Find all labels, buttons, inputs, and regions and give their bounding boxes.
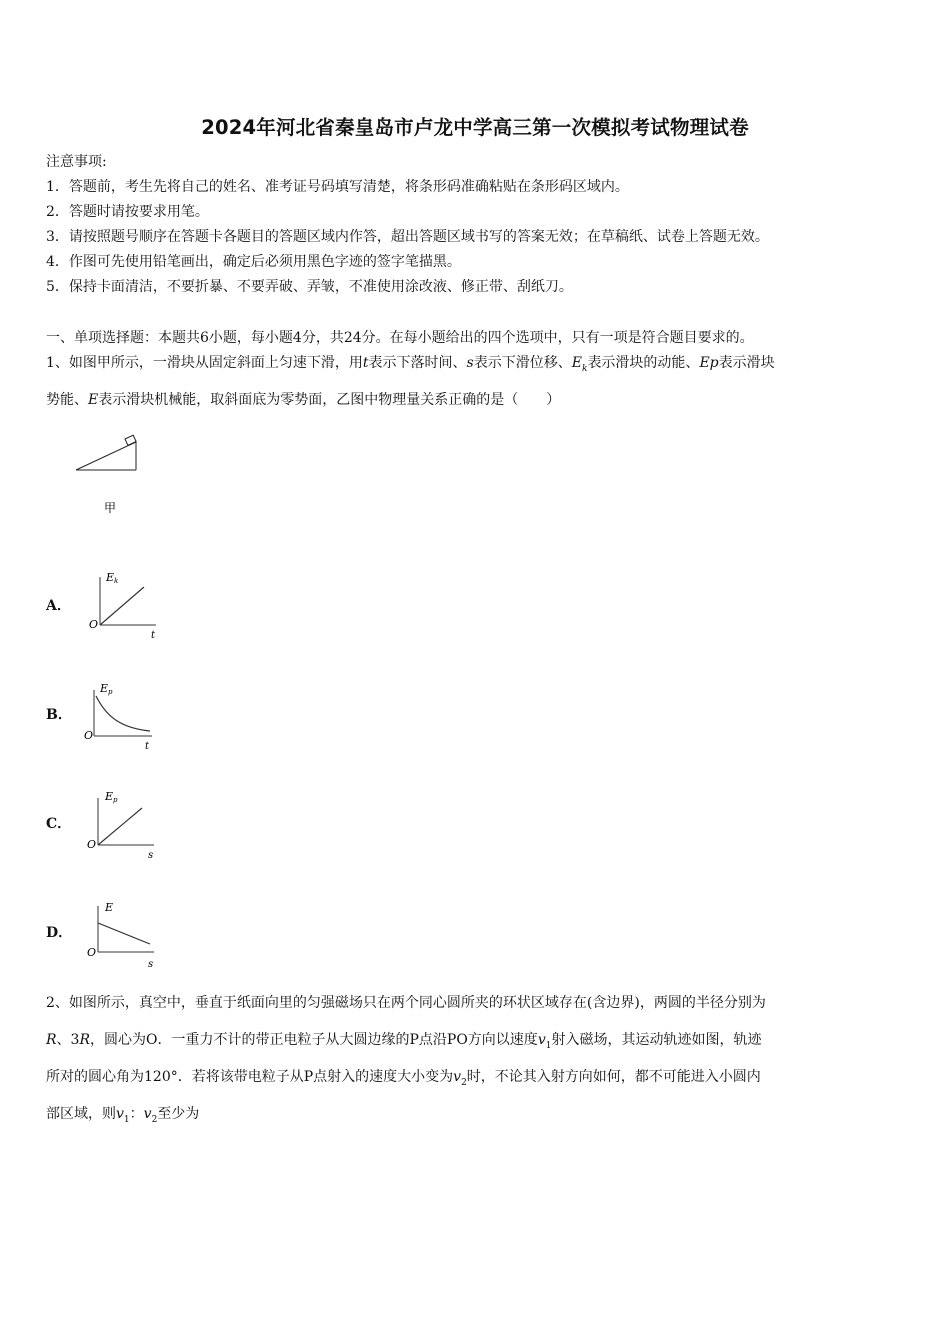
svg-text:O: O	[87, 838, 97, 851]
question-1-line-2: 势能、E表示滑块机械能，取斜面底为零势面，乙图中物理量关系正确的是（ ）	[46, 392, 561, 408]
svg-text:O: O	[89, 618, 99, 631]
question-2-line-1: 2、如图所示，真空中，垂直于纸面向里的匀强磁场只在两个同心圆所夹的环状区域存在(含边界)，两圆的半径分别为	[46, 995, 766, 1011]
option-d-label[interactable]: D．	[46, 925, 73, 941]
option-a-graph[interactable]	[84, 565, 164, 645]
svg-text:O: O	[87, 946, 97, 959]
notice-item-5: 5．保持卡面清洁，不要折暴、不要弄破、弄皱，不准使用涂改液、修正带、刮纸刀。	[46, 279, 573, 295]
svg-text:t: t	[151, 630, 156, 641]
page-title: 2024年河北省秦皇岛市卢龙中学高三第一次模拟考试物理试卷	[201, 116, 749, 139]
var-e: E	[88, 392, 99, 408]
notice-heading: 注意事项:	[46, 154, 107, 170]
option-c-label[interactable]: C．	[46, 816, 72, 832]
section-heading: 一、单项选择题：本题共6小题，每小题4分，共24分。在每小题给出的四个选项中，只有一项是符合题目要求的。	[46, 330, 754, 346]
notice-item-3: 3．请按照题号顺序在答题卡各题目的答题区域内作答，超出答题区域书写的答案无效；在草稿纸、试卷上答题无效。	[46, 229, 769, 245]
question-2-line-4: 部区域，则$v_1$：$v_2$至少为	[46, 1106, 200, 1125]
svg-text:t: t	[145, 741, 150, 752]
notice-item-1: 1．答题前，考生先将自己的姓名、准考证号码填写清楚，将条形码准确粘贴在条形码区域内。	[46, 179, 629, 195]
svg-text:s: s	[148, 850, 154, 861]
var-ek: E	[571, 355, 582, 371]
option-b-label[interactable]: B．	[46, 707, 72, 723]
var-t: t	[362, 355, 369, 371]
option-a-label[interactable]: A．	[46, 598, 71, 614]
svg-text:Ek: Ek	[106, 571, 119, 585]
option-d-graph[interactable]	[84, 896, 164, 976]
notice-item-4: 4．作图可先使用铅笔画出，确定后必须用黑色字迹的签字笔描黑。	[46, 254, 461, 270]
var-ep: Ep	[699, 355, 719, 371]
question-2-line-2: R、3R，圆心为O．一重力不计的带正电粒子从大圆边缘的P点沿PO方向以速度$v_1$射入磁场，其运动轨迹如图，轨迹	[46, 1032, 762, 1051]
slider-block	[125, 435, 136, 445]
option-c-graph[interactable]	[84, 786, 164, 866]
notice-item-2: 2．答题时请按要求用笔。	[46, 204, 209, 220]
svg-text:O: O	[84, 729, 94, 742]
var-s: s	[466, 355, 474, 371]
svg-text:Ep: Ep	[100, 682, 113, 696]
option-b-graph[interactable]	[84, 678, 164, 758]
svg-text:Ep: Ep	[105, 790, 118, 804]
svg-text:s: s	[148, 959, 154, 970]
question-1-line-1: 1、如图甲所示，一滑块从固定斜面上匀速下滑，用t表示下落时间、s表示下滑位移、$E_k$表示滑块的动能、Ep表示滑块	[46, 355, 775, 374]
question-2-line-3: 所对的圆心角为120°．若将该带电粒子从P点射入的速度大小变为$v_2$时，不论其入射方向如何，都不可能进入小圆内	[46, 1069, 761, 1088]
svg-text:E: E	[105, 901, 114, 914]
incline-figure	[70, 432, 150, 522]
figure-caption: 甲	[103, 501, 117, 515]
